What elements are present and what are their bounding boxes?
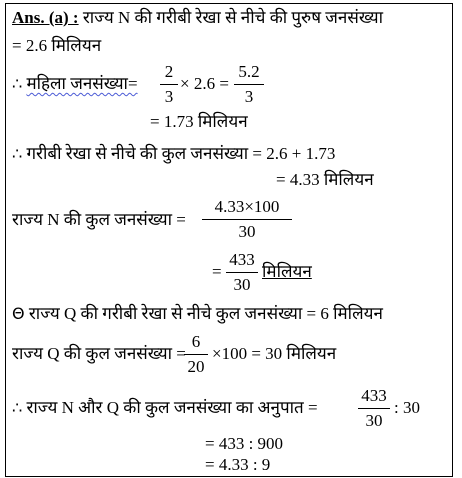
therefore-symbol: ∴ — [12, 398, 23, 417]
female-population-label: महिला जनसंख्या= — [26, 74, 138, 93]
line-10-rest: ×100 = 30 मिलियन — [212, 344, 337, 363]
because-symbol: Θ — [12, 304, 25, 323]
line-3-mid: × 2.6 = — [180, 74, 229, 93]
fraction-5.2-3: $\frac{5.2}{3}$ — [234, 62, 264, 107]
answer-label: Ans. (a) : — [12, 8, 79, 27]
line-5 — [12, 144, 335, 164]
line-9-text: राज्य Q की गरीबी रेखा से नीचे कुल जनसंख्या = 6 मिलियन — [28, 304, 383, 323]
line-11-label — [12, 398, 318, 418]
line-9 — [12, 304, 383, 324]
line-1 — [12, 8, 383, 28]
therefore-symbol: ∴ — [12, 144, 23, 163]
line-1-text: राज्य N की गरीबी रेखा से नीचे की पुरुष जनसंख्या — [82, 8, 384, 27]
line-3-label — [12, 74, 138, 94]
line-11-text: राज्य N और Q की कुल जनसंख्या का अनुपात = — [26, 398, 318, 417]
fraction-433-30: $\frac{433}{30}$ — [226, 250, 258, 295]
line-13: = 4.33 : 9 — [205, 455, 271, 474]
fraction-2-3: $\frac{2}{3}$ — [160, 62, 178, 107]
line-8-unit: मिलियन — [262, 262, 312, 281]
line-12: = 433 : 900 — [205, 434, 284, 453]
fraction-433x100-30: $\frac{4.33\times 100}{30}$ — [202, 197, 292, 242]
fraction-6-20: $\frac{6}{20}$ — [184, 332, 208, 377]
line-11-rest: : 30 — [394, 398, 420, 417]
fraction-433-30-ratio: $\frac{433}{30}$ — [358, 386, 390, 431]
line-7-label: राज्य N की कुल जनसंख्या = — [12, 210, 186, 229]
line-4: = 1.73 मिलियन — [150, 112, 248, 131]
line-2: = 2.6 मिलियन — [12, 36, 102, 55]
line-5-text: गरीबी रेखा से नीचे की कुल जनसंख्या = 2.6 + 1.73 — [26, 144, 336, 163]
line-10-label: राज्य Q की कुल जनसंख्या = — [12, 344, 186, 363]
line-8-eq: = — [212, 262, 222, 281]
line-6: = 4.33 मिलियन — [276, 170, 374, 189]
therefore-symbol: ∴ — [12, 74, 23, 93]
